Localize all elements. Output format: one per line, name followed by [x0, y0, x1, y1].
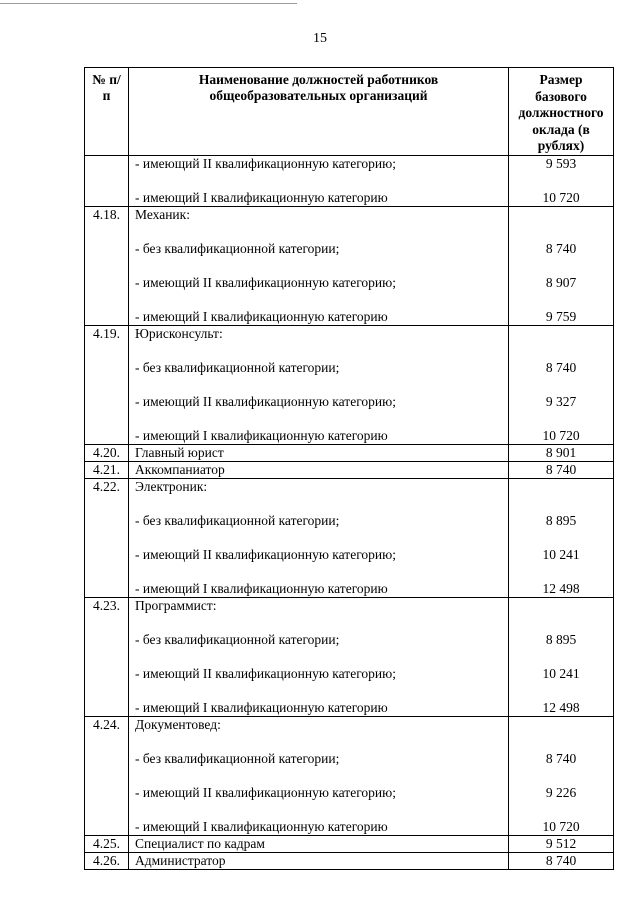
salary-value: 10 720: [542, 427, 580, 443]
position-name: - без квалификационной категории;: [135, 512, 340, 528]
position-name: Главный юрист: [135, 444, 224, 460]
position-name: - имеющий II квалификационную категорию;: [135, 274, 396, 290]
position-name-cell: [129, 325, 509, 444]
position-name: - имеющий II квалификационную категорию;: [135, 784, 396, 800]
position-name-cell: [129, 444, 509, 461]
salary-cell: [509, 155, 614, 206]
table-row: [85, 852, 614, 869]
position-name-cell: [129, 461, 509, 478]
header-salary: Размер базового должностного оклада (в рублях): [509, 68, 614, 156]
table-header-row: [85, 68, 614, 156]
position-name-cell: [129, 478, 509, 597]
salary-value: 8 740: [545, 240, 577, 256]
salary-value: 10 241: [542, 665, 580, 681]
salary-cell: [509, 478, 614, 597]
salary-value: 9 226: [545, 784, 577, 800]
row-number: 4.20.: [85, 444, 129, 461]
salary-value: 8 740: [545, 359, 577, 375]
salary-value: 12 498: [542, 580, 580, 596]
position-name: - имеющий II квалификационную категорию;: [135, 393, 396, 409]
salary-value: [509, 598, 613, 632]
row-number: 4.22.: [85, 478, 129, 597]
position-name: - без квалификационной категории;: [135, 240, 340, 256]
position-name: Специалист по кадрам: [135, 835, 265, 851]
salary-cell: [509, 444, 614, 461]
position-name-cell: [129, 716, 509, 835]
table-row: [85, 597, 614, 716]
salary-value: [509, 479, 613, 513]
position-name: - имеющий I квалификационную категорию: [135, 580, 388, 596]
salary-value: 9 759: [545, 308, 577, 324]
salary-value: 8 740: [545, 852, 577, 868]
salary-cell: [509, 716, 614, 835]
table-row: [85, 325, 614, 444]
table-row: [85, 155, 614, 206]
row-number: 4.19.: [85, 325, 129, 444]
position-name: - имеющий II квалификационную категорию;: [135, 665, 396, 681]
row-number: 4.26.: [85, 852, 129, 869]
table-row: [85, 478, 614, 597]
position-name: - имеющий II квалификационную категорию;: [135, 546, 396, 562]
salary-value: [509, 326, 613, 360]
table-row: [85, 206, 614, 325]
position-name: Механик:: [135, 206, 190, 222]
salary-value: 8 895: [545, 512, 577, 528]
position-name: Электроник:: [135, 478, 208, 494]
salary-cell: [509, 206, 614, 325]
table-row: [85, 444, 614, 461]
header-name: Наименование должностей работников общеобразовательных организаций: [129, 68, 509, 156]
salary-value: 10 720: [542, 818, 580, 834]
salary-value: 10 241: [542, 546, 580, 562]
position-name: Программист:: [135, 597, 217, 613]
position-name: Юрисконсульт:: [135, 325, 223, 341]
position-name: - имеющий I квалификационную категорию: [135, 427, 388, 443]
position-name-cell: [129, 597, 509, 716]
salary-cell: [509, 835, 614, 852]
position-name-cell: [129, 835, 509, 852]
salary-cell: [509, 325, 614, 444]
salary-cell: [509, 852, 614, 869]
salary-value: 9 327: [545, 393, 577, 409]
salary-value: 8 740: [545, 461, 577, 477]
salary-table: [84, 67, 614, 870]
row-number: 4.21.: [85, 461, 129, 478]
position-name: Администратор: [135, 852, 226, 868]
salary-value: 8 901: [545, 444, 577, 460]
table-row: [85, 835, 614, 852]
salary-cell: [509, 461, 614, 478]
position-name: - имеющий I квалификационную категорию: [135, 189, 388, 205]
position-name: - имеющий I квалификационную категорию: [135, 818, 388, 834]
salary-value: 9 593: [545, 155, 577, 171]
position-name: - имеющий II квалификационную категорию;: [135, 155, 396, 171]
row-number: 4.24.: [85, 716, 129, 835]
position-name: - без квалификационной категории;: [135, 359, 340, 375]
row-number: 4.18.: [85, 206, 129, 325]
row-number: [85, 155, 129, 206]
salary-value: 8 907: [545, 274, 577, 290]
table-body: [85, 155, 614, 869]
row-number: 4.25.: [85, 835, 129, 852]
position-name: - имеющий I квалификационную категорию: [135, 699, 388, 715]
position-name: - имеющий I квалификационную категорию: [135, 308, 388, 324]
salary-value: 10 720: [542, 189, 580, 205]
position-name: Аккомпаниатор: [135, 461, 225, 477]
table-row: [85, 716, 614, 835]
page-number: 15: [313, 31, 327, 46]
top-rule: [0, 3, 297, 4]
position-name: - без квалификационной категории;: [135, 631, 340, 647]
header-num: № п/п: [85, 68, 129, 156]
position-name-cell: [129, 155, 509, 206]
position-name: Документовед:: [135, 716, 221, 732]
position-name-cell: [129, 852, 509, 869]
salary-value: [509, 207, 613, 241]
table-row: [85, 461, 614, 478]
salary-cell: [509, 597, 614, 716]
position-name-cell: [129, 206, 509, 325]
position-name: - без квалификационной категории;: [135, 750, 340, 766]
salary-value: 9 512: [545, 835, 577, 851]
salary-value: 8 895: [545, 631, 577, 647]
salary-value: [509, 717, 613, 751]
salary-value: 8 740: [545, 750, 577, 766]
salary-value: 12 498: [542, 699, 580, 715]
row-number: 4.23.: [85, 597, 129, 716]
